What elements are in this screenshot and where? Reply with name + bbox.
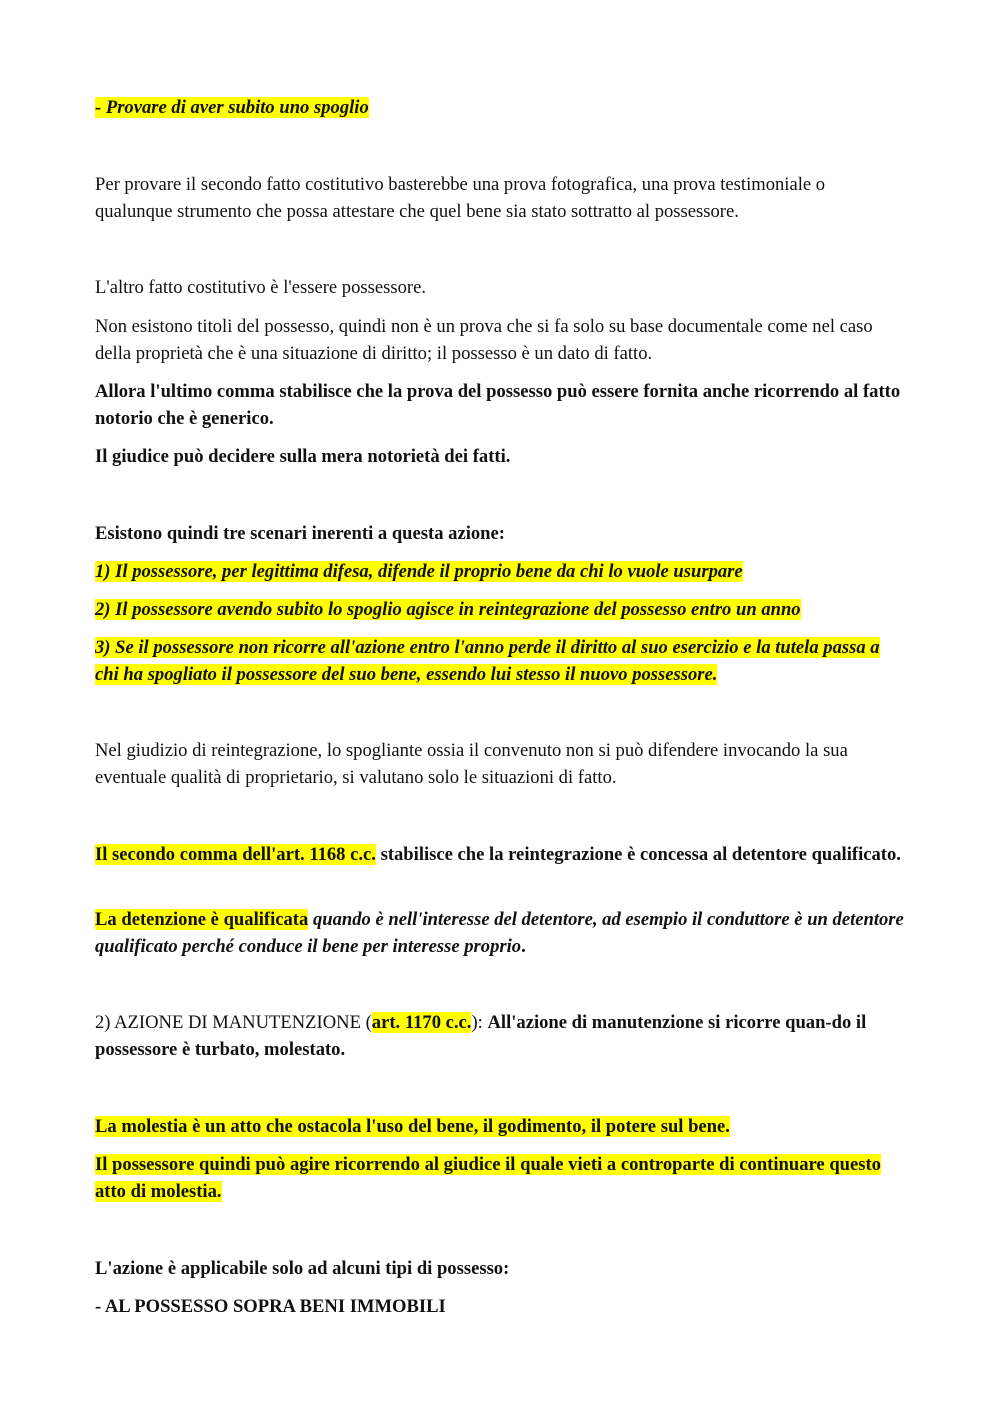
paragraph-ultimo-comma: Allora l'ultimo comma stabilisce che la prova del possesso può essere fornita anche ricorrendo al fatto notorio che è generico.	[95, 381, 901, 429]
paragraph-azione-applicabile: L'azione è applicabile solo ad alcuni tipi di possesso:	[95, 1258, 510, 1279]
highlighted-text: La detenzione è qualificata	[95, 909, 309, 930]
paragraph-beni-immobili: - AL POSSESSO SOPRA BENI IMMOBILI	[95, 1296, 446, 1317]
body-text: ):	[471, 1012, 488, 1033]
paragraph-titoli-possesso: Non esistono titoli del possesso, quindi non è un prova che si fa solo su base documentale come nel caso della proprietà che è una situazione di diritto; il possesso è un dato di fatto.	[95, 316, 873, 364]
body-text: stabilisce che la reintegrazione è concessa al detentore qualificato.	[375, 844, 901, 865]
paragraph-secondo-fatto: Per provare il secondo fatto costitutivo basterebbe una prova fotografica, una prova testimoniale o qualunque strumento che possa attestare che quel bene sia stato sottratto al possessore.	[95, 174, 826, 222]
paragraph-prove-spoglio	[95, 94, 907, 121]
highlighted-text: 3) Se il possessore non ricorre all'azione entro l'anno perde il diritto al suo esercizio e la tutela passa a chi ha spogliato il possessore del suo bene, essendo lui stesso il nuovo possessore.	[95, 637, 880, 685]
paragraph-giudizio-reintegrazione: Nel giudizio di reintegrazione, lo spogliante ossia il convenuto non si può difendere invocando la sua eventuale qualità di proprietario, si valutano solo le situazioni di fatto.	[95, 740, 848, 788]
scenario-1	[95, 558, 907, 585]
paragraph-secondo-comma	[95, 841, 907, 868]
paragraph-possessore-agire	[95, 1151, 907, 1205]
paragraph-azione-manutenzione	[95, 1009, 907, 1063]
highlighted-text: - Provare di aver subito uno spoglio	[95, 97, 369, 118]
highlighted-text: Il possessore quindi può agire ricorrendo al giudice il quale vieti a controparte di continuare questo atto di molestia.	[95, 1154, 881, 1202]
scenario-3	[95, 634, 907, 688]
highlighted-text: La molestia è un atto che ostacola l'uso del bene, il godimento, il potere sul bene.	[95, 1116, 730, 1137]
body-text: .	[521, 936, 526, 957]
paragraph-tre-scenari: Esistono quindi tre scenari inerenti a questa azione:	[95, 523, 505, 544]
body-text: 2) AZIONE DI MANUTENZIONE (	[95, 1012, 372, 1033]
highlighted-text: art. 1170 c.c.	[371, 1012, 472, 1033]
bold-text: All'azione di manutenzione si ricorre quan-do il possessore è turbato, molestato.	[95, 1012, 867, 1060]
paragraph-altro-fatto: L'altro fatto costitutivo è l'essere possessore.	[95, 277, 426, 298]
italic-text: quando è nell'interesse del detentore, ad esempio il conduttore è un detentore qualificato perché conduce il bene per interesse proprio	[95, 909, 904, 957]
highlighted-text: 1) Il possessore, per legittima difesa, difende il proprio bene da chi lo vuole usurpare	[95, 561, 743, 582]
paragraph-detenzione-qualificata	[95, 906, 907, 960]
scenario-2	[95, 596, 907, 623]
paragraph-molestia	[95, 1113, 907, 1140]
highlighted-text: 2) Il possessore avendo subito lo spoglio agisce in reintegrazione del possesso entro un anno	[95, 599, 801, 620]
highlighted-text: Il secondo comma dell'art. 1168 c.c.	[95, 844, 376, 865]
paragraph-giudice: Il giudice può decidere sulla mera notorietà dei fatti.	[95, 446, 511, 467]
